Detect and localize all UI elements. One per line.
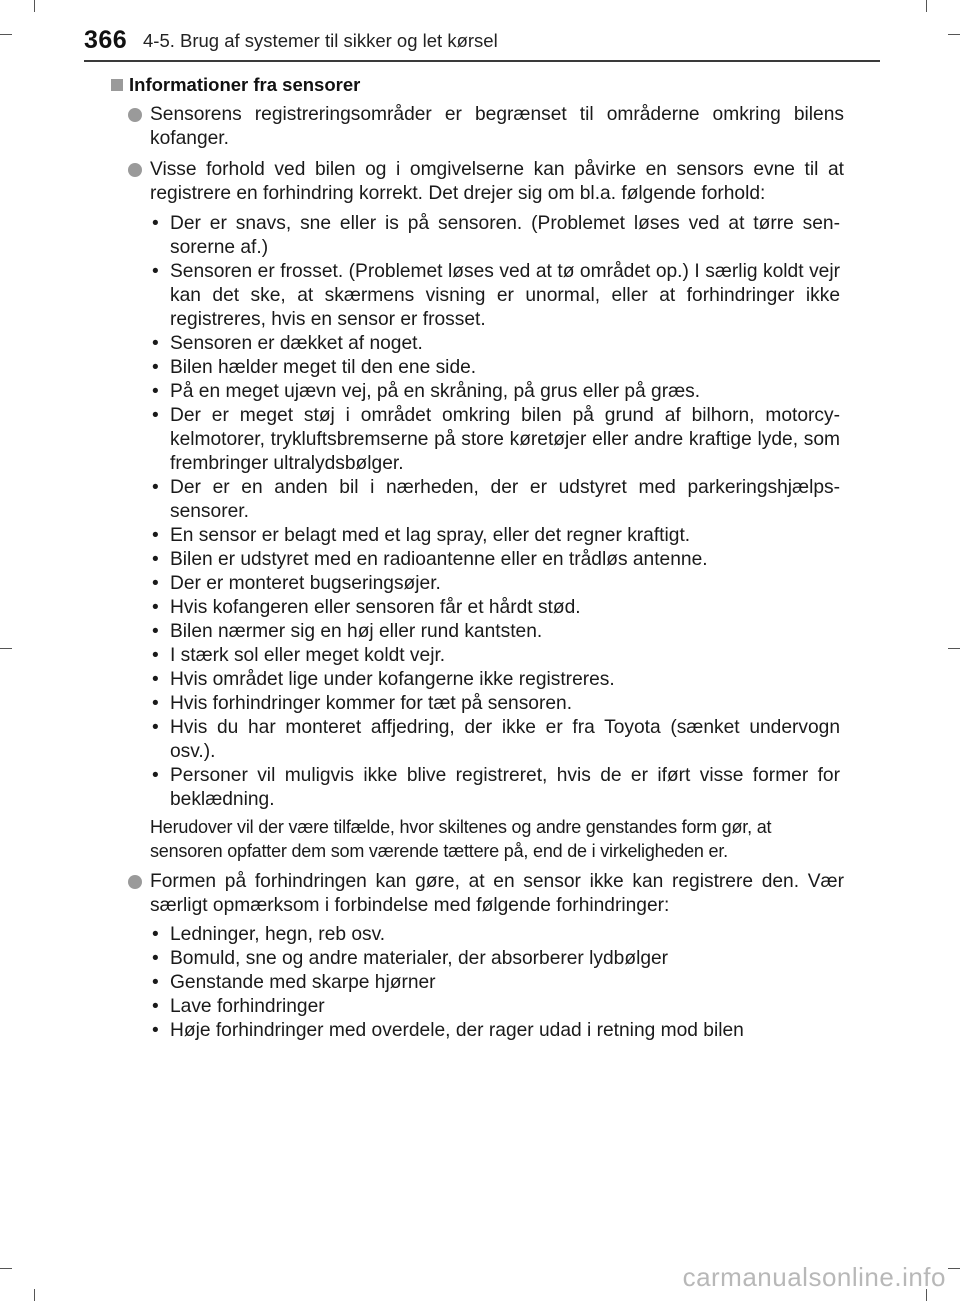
crop-mark	[0, 1268, 12, 1269]
list-item: • Hvis kofangeren eller sensoren får et hårdt stød.	[152, 597, 581, 618]
crop-mark	[948, 648, 960, 649]
bullet: •	[152, 765, 159, 786]
conditions-list	[150, 212, 840, 812]
list-item: • Ledninger, hegn, reb osv.	[152, 924, 386, 945]
list-item: • Hvis du har monteret affjedring, der ikke er fra Toyota (sænket undervogn osv.).	[152, 717, 840, 762]
list-item: • Høje forhindringer med overdele, der rager udad i retning mod bilen	[152, 1020, 744, 1041]
bullet: •	[152, 381, 159, 402]
bullet: •	[152, 549, 159, 570]
bullet: •	[152, 213, 159, 234]
bullet: •	[152, 261, 159, 282]
bullet: •	[152, 669, 159, 690]
crop-mark	[34, 1289, 35, 1301]
circle-bullet-icon	[128, 875, 142, 889]
section-heading	[111, 74, 360, 96]
list-item: • I stærk sol eller meget koldt vejr.	[152, 645, 446, 666]
bullet: •	[152, 525, 159, 546]
list-item: • Bilen er udstyret med en radioantenne eller en trådløs antenne.	[152, 549, 708, 570]
list-item: • Bilen nærmer sig en høj eller rund kantsten.	[152, 621, 543, 642]
paragraph-conditions	[150, 158, 844, 206]
list-item: • På en meget ujævn vej, på en skråning, på grus eller på græs.	[152, 381, 701, 402]
paragraph-text: Visse forhold ved bilen og i omgivelserne kan påvirke en sensors evne til at registrere en forhindring korrekt. Det drejer sig om bl.a. følgende forhold:	[150, 159, 844, 204]
list-item: • Der er meget støj i området omkring bilen på grund af bilhorn, motorcy-kelmotorer, trykluftsbremserne på store køretøjer eller andre kraftige lyde, som frembringer ultralydsbølger.	[152, 405, 840, 474]
bullet: •	[152, 1020, 159, 1041]
bullet: •	[152, 333, 159, 354]
paragraph-text: Sensorens registreringsområder er begrænset til områderne omkring bilens kofanger.	[150, 104, 844, 149]
list-item: • Personer vil muligvis ikke blive registreret, hvis de er iført visse former for beklædning.	[152, 765, 840, 810]
bullet: •	[152, 405, 159, 426]
bullet: •	[152, 972, 159, 993]
list-item: • Bomuld, sne og andre materialer, der absorberer lydbølger	[152, 948, 669, 969]
bullet: •	[152, 477, 159, 498]
bullet: •	[152, 645, 159, 666]
bullet: •	[152, 996, 159, 1017]
header-divider	[84, 60, 880, 62]
bullet: •	[152, 717, 159, 738]
section-heading-text: Informationer fra sensorer	[129, 74, 361, 95]
list-item: • Der er monteret bugseringsøjer.	[152, 573, 441, 594]
bullet: •	[152, 597, 159, 618]
list-item: • Hvis forhindringer kommer for tæt på sensoren.	[152, 693, 573, 714]
list-item: • Sensoren er frosset. (Problemet løses ved at tø området op.) I særlig koldt vejr kan det ske, at skærmens visning er unormal, eller at forhindringer ikke registreres, hvis en sensor er frosset.	[152, 261, 840, 330]
square-bullet-icon	[111, 79, 123, 91]
list-item: • Genstande med skarpe hjørner	[152, 972, 436, 993]
list-item: • Bilen hælder meget til den ene side.	[152, 357, 477, 378]
list-item: • En sensor er belagt med et lag spray, eller det regner kraftigt.	[152, 525, 691, 546]
list-item: • Lave forhindringer	[152, 996, 325, 1017]
list-item: • Der er snavs, sne eller is på sensoren. (Problemet løses ved at tørre sen-sorerne af.)	[152, 213, 840, 258]
page-number: 366	[84, 26, 128, 54]
list-item: • Hvis området lige under kofangerne ikke registreres.	[152, 669, 615, 690]
bullet: •	[152, 357, 159, 378]
bullet: •	[152, 621, 159, 642]
obstacles-list	[150, 923, 840, 1043]
page-header	[0, 0, 960, 62]
circle-bullet-icon	[128, 163, 142, 177]
bullet: •	[152, 573, 159, 594]
crop-mark	[0, 648, 12, 649]
list-item: • Sensoren er dækket af noget.	[152, 333, 423, 354]
watermark: carmanualsonline.info	[682, 1262, 946, 1292]
bullet: •	[152, 924, 159, 945]
circle-bullet-icon	[128, 108, 142, 122]
crop-mark	[948, 1268, 960, 1269]
list-item: • Der er en anden bil i nærheden, der er udstyret med parkeringshjælps-sensorer.	[152, 477, 840, 522]
bullet: •	[152, 693, 159, 714]
additional-note: Herudover vil der være tilfælde, hvor skiltenes og andre genstandes form gør, at sensoren opfatter dem som værende tættere på, end de i virkeligheden er.	[150, 817, 772, 861]
paragraph-text: Formen på forhindringen kan gøre, at en sensor ikke kan registrere den. Vær særligt opmærksom i forbindelse med følgende forhindringer:	[150, 871, 844, 916]
section-title: 4-5. Brug af systemer til sikker og let kørsel	[143, 30, 498, 51]
paragraph-obstacle-shape	[150, 870, 844, 918]
paragraph-sensor-areas	[150, 103, 844, 151]
bullet: •	[152, 948, 159, 969]
